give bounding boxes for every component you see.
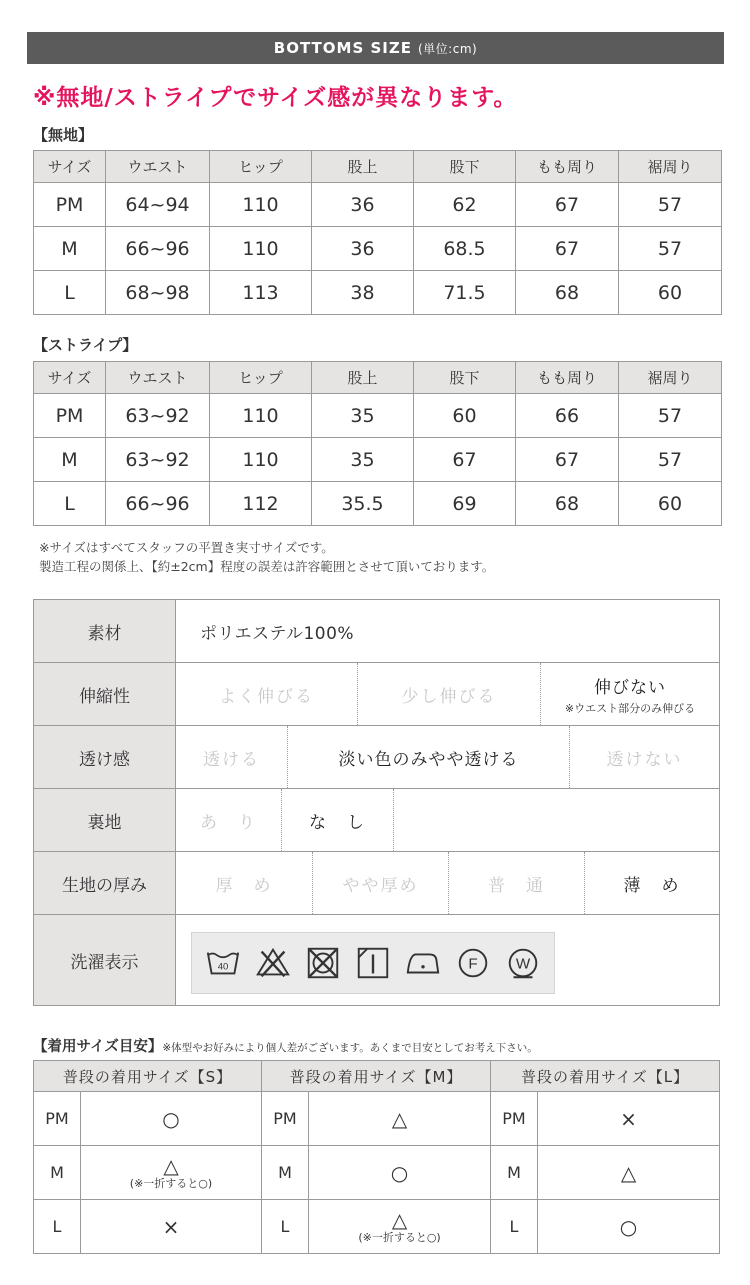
- fit-mark-symbol: ○: [390, 1160, 409, 1185]
- measurement-notes: [39, 538, 494, 576]
- stretch-option-some: 少し伸びる: [358, 663, 541, 725]
- fit-mark-symbol: ○: [619, 1214, 638, 1239]
- sheer-option-sheer: 透ける: [176, 726, 288, 788]
- table-cell: 35: [312, 394, 414, 438]
- dry-clean-f-icon: [454, 944, 492, 982]
- table-cell: 35: [312, 438, 414, 482]
- table-cell: 60: [414, 394, 516, 438]
- thickness-option-normal: 普 通: [449, 852, 585, 914]
- table-row: [34, 482, 722, 526]
- table-cell: 36: [312, 227, 414, 271]
- table-row: [34, 1200, 720, 1254]
- table-cell: 68.5: [414, 227, 516, 271]
- table-cell: 62: [414, 183, 516, 227]
- stretch-option-high: よく伸びる: [176, 663, 358, 725]
- fit-mark: [81, 1146, 262, 1200]
- fit-mark-symbol: ×: [162, 1214, 180, 1239]
- fit-mark: [538, 1092, 720, 1146]
- column-header: ウエスト: [106, 362, 210, 394]
- wash-40-icon: [204, 944, 242, 982]
- table-row: [34, 1146, 720, 1200]
- column-header: 裾周り: [619, 151, 722, 183]
- table-cell: 66~96: [106, 482, 210, 526]
- table-cell: 63~92: [106, 394, 210, 438]
- fit-header-l: 普段の着用サイズ【L】: [491, 1061, 720, 1092]
- table-row: [34, 1092, 720, 1146]
- column-header: 裾周り: [619, 362, 722, 394]
- column-header: ウエスト: [106, 151, 210, 183]
- fit-mark-symbol: ○: [162, 1106, 180, 1131]
- fit-mark: [309, 1092, 491, 1146]
- care-label: 洗濯表示: [34, 915, 176, 1005]
- table-cell: 71.5: [414, 271, 516, 315]
- fit-size: PM: [262, 1092, 309, 1146]
- plain-header-row: [34, 151, 722, 183]
- note-line: 製造工程の関係上、【約±2cm】程度の誤差は許容範囲とさせて頂いております。: [39, 559, 495, 574]
- stripe-size-table: [33, 361, 722, 526]
- table-cell: 67: [516, 438, 619, 482]
- fit-guide-title: 【着用サイズ目安】: [33, 1039, 163, 1055]
- column-header: ヒップ: [210, 362, 312, 394]
- f-symbol: F: [468, 955, 478, 973]
- fit-mark: [81, 1092, 262, 1146]
- fit-guide-note: ※体型やお好みにより個人差がございます。あくまで目安としてお考え下さい。: [162, 1042, 538, 1054]
- sheer-option-not-sheer: 透けない: [606, 749, 683, 770]
- column-header: もも周り: [516, 151, 619, 183]
- column-header: サイズ: [34, 362, 106, 394]
- table-row: [34, 227, 722, 271]
- table-cell: 110: [210, 227, 312, 271]
- column-header: 股上: [312, 151, 414, 183]
- table-cell: 57: [619, 227, 722, 271]
- fit-mark: [81, 1200, 262, 1254]
- thickness-option-thin: 薄 め: [623, 875, 681, 896]
- table-cell: 57: [619, 183, 722, 227]
- fit-header-row: [34, 1061, 720, 1092]
- table-cell: PM: [34, 394, 106, 438]
- fit-mark-note: (※一折すると○): [358, 1230, 441, 1244]
- fit-header-m: 普段の着用サイズ【M】: [262, 1061, 491, 1092]
- table-cell: M: [34, 227, 106, 271]
- sheer-option-light-only: 淡い色のみやや透ける: [288, 726, 570, 788]
- stretch-row: [34, 663, 719, 726]
- wet-clean-w-icon: [504, 944, 542, 982]
- table-cell: 66: [516, 394, 619, 438]
- fit-mark-symbol: △: [391, 1106, 408, 1131]
- table-cell: 68: [516, 271, 619, 315]
- product-attributes-table: [33, 599, 720, 1006]
- lining-row: [34, 789, 719, 852]
- stretch-option-none-label: 伸びない: [594, 677, 666, 698]
- stripe-table-label: 【ストライプ】: [33, 336, 138, 354]
- fit-size: L: [34, 1200, 81, 1254]
- fit-mark-note: (※一折すると○): [129, 1176, 213, 1190]
- table-cell: PM: [34, 183, 106, 227]
- table-cell: 69: [414, 482, 516, 526]
- line-dry-shade-icon: [354, 944, 392, 982]
- table-row: [34, 438, 722, 482]
- fit-guide-label: [33, 1035, 538, 1056]
- table-cell: L: [34, 482, 106, 526]
- fit-size: L: [262, 1200, 309, 1254]
- table-cell: 112: [210, 482, 312, 526]
- fit-size: PM: [491, 1092, 538, 1146]
- no-tumble-dry-icon: [304, 944, 342, 982]
- fit-size: M: [262, 1146, 309, 1200]
- size-header-banner: [27, 32, 724, 64]
- sheer-label: 透け感: [34, 726, 176, 788]
- no-bleach-icon: [254, 944, 292, 982]
- fit-header-s: 普段の着用サイズ【S】: [34, 1061, 262, 1092]
- material-row: [34, 600, 719, 663]
- fit-mark-symbol: △: [163, 1153, 179, 1178]
- fit-mark: [309, 1146, 491, 1200]
- size-difference-warning: ※無地/ストライプでサイズ感が異なります。: [33, 85, 518, 111]
- column-header: もも周り: [516, 362, 619, 394]
- table-cell: 113: [210, 271, 312, 315]
- material-value: ポリエステル100%: [200, 623, 355, 644]
- table-cell: M: [34, 438, 106, 482]
- table-row: [34, 271, 722, 315]
- wash-temp: 40: [217, 961, 229, 973]
- thickness-option-slightly-thick: やや厚め: [313, 852, 449, 914]
- column-header: 股下: [414, 151, 516, 183]
- fit-mark: [309, 1200, 491, 1254]
- table-row: [34, 394, 722, 438]
- table-cell: 110: [210, 438, 312, 482]
- material-label: 素材: [34, 600, 176, 662]
- table-cell: L: [34, 271, 106, 315]
- w-symbol: W: [515, 955, 531, 973]
- care-row: [34, 915, 719, 1005]
- table-cell: 68~98: [106, 271, 210, 315]
- fit-mark: [538, 1200, 720, 1254]
- thickness-option-thick: 厚 め: [176, 852, 313, 914]
- column-header: サイズ: [34, 151, 106, 183]
- sheer-row: [34, 726, 719, 789]
- table-cell: 60: [619, 271, 722, 315]
- column-header: ヒップ: [210, 151, 312, 183]
- fit-mark-symbol: △: [620, 1160, 637, 1185]
- table-cell: 35.5: [312, 482, 414, 526]
- table-cell: 63~92: [106, 438, 210, 482]
- plain-table-label: 【無地】: [33, 126, 94, 144]
- lining-option-yes: あ り: [176, 789, 282, 851]
- fit-size: L: [491, 1200, 538, 1254]
- stretch-option-note: ※ウエスト部分のみ伸びる: [564, 701, 696, 715]
- column-header: 股上: [312, 362, 414, 394]
- stretch-option-none: [541, 663, 719, 725]
- table-cell: 64~94: [106, 183, 210, 227]
- table-cell: 57: [619, 394, 722, 438]
- table-cell: 67: [414, 438, 516, 482]
- fit-mark-symbol: ×: [620, 1106, 637, 1131]
- column-header: 股下: [414, 362, 516, 394]
- table-cell: 67: [516, 183, 619, 227]
- care-label-tag: [191, 932, 555, 994]
- fit-guide-table: [33, 1060, 720, 1254]
- table-cell: 38: [312, 271, 414, 315]
- table-cell: 67: [516, 227, 619, 271]
- table-cell: 60: [619, 482, 722, 526]
- lining-option-empty: [394, 789, 719, 851]
- fit-mark: [538, 1146, 720, 1200]
- lining-label: 裏地: [34, 789, 176, 851]
- thickness-label: 生地の厚み: [34, 852, 176, 914]
- table-cell: 57: [619, 438, 722, 482]
- size-header-unit: (単位:cm): [418, 41, 478, 56]
- fit-size: M: [491, 1146, 538, 1200]
- table-cell: 36: [312, 183, 414, 227]
- table-cell: 66~96: [106, 227, 210, 271]
- table-cell: 110: [210, 394, 312, 438]
- fit-size: M: [34, 1146, 81, 1200]
- note-line: ※サイズはすべてスタッフの平置き実寸サイズです。: [39, 540, 334, 555]
- size-header-title: BOTTOMS SIZE: [273, 39, 412, 57]
- lining-option-no: な し: [282, 789, 394, 851]
- thickness-row: [34, 852, 719, 915]
- stripe-header-row: [34, 362, 722, 394]
- iron-low-icon: [404, 944, 442, 982]
- table-cell: 68: [516, 482, 619, 526]
- stretch-label: 伸縮性: [34, 663, 176, 725]
- fit-mark-symbol: △: [391, 1207, 408, 1232]
- table-cell: 110: [210, 183, 312, 227]
- fit-size: PM: [34, 1092, 81, 1146]
- table-row: [34, 183, 722, 227]
- plain-size-table: [33, 150, 722, 315]
